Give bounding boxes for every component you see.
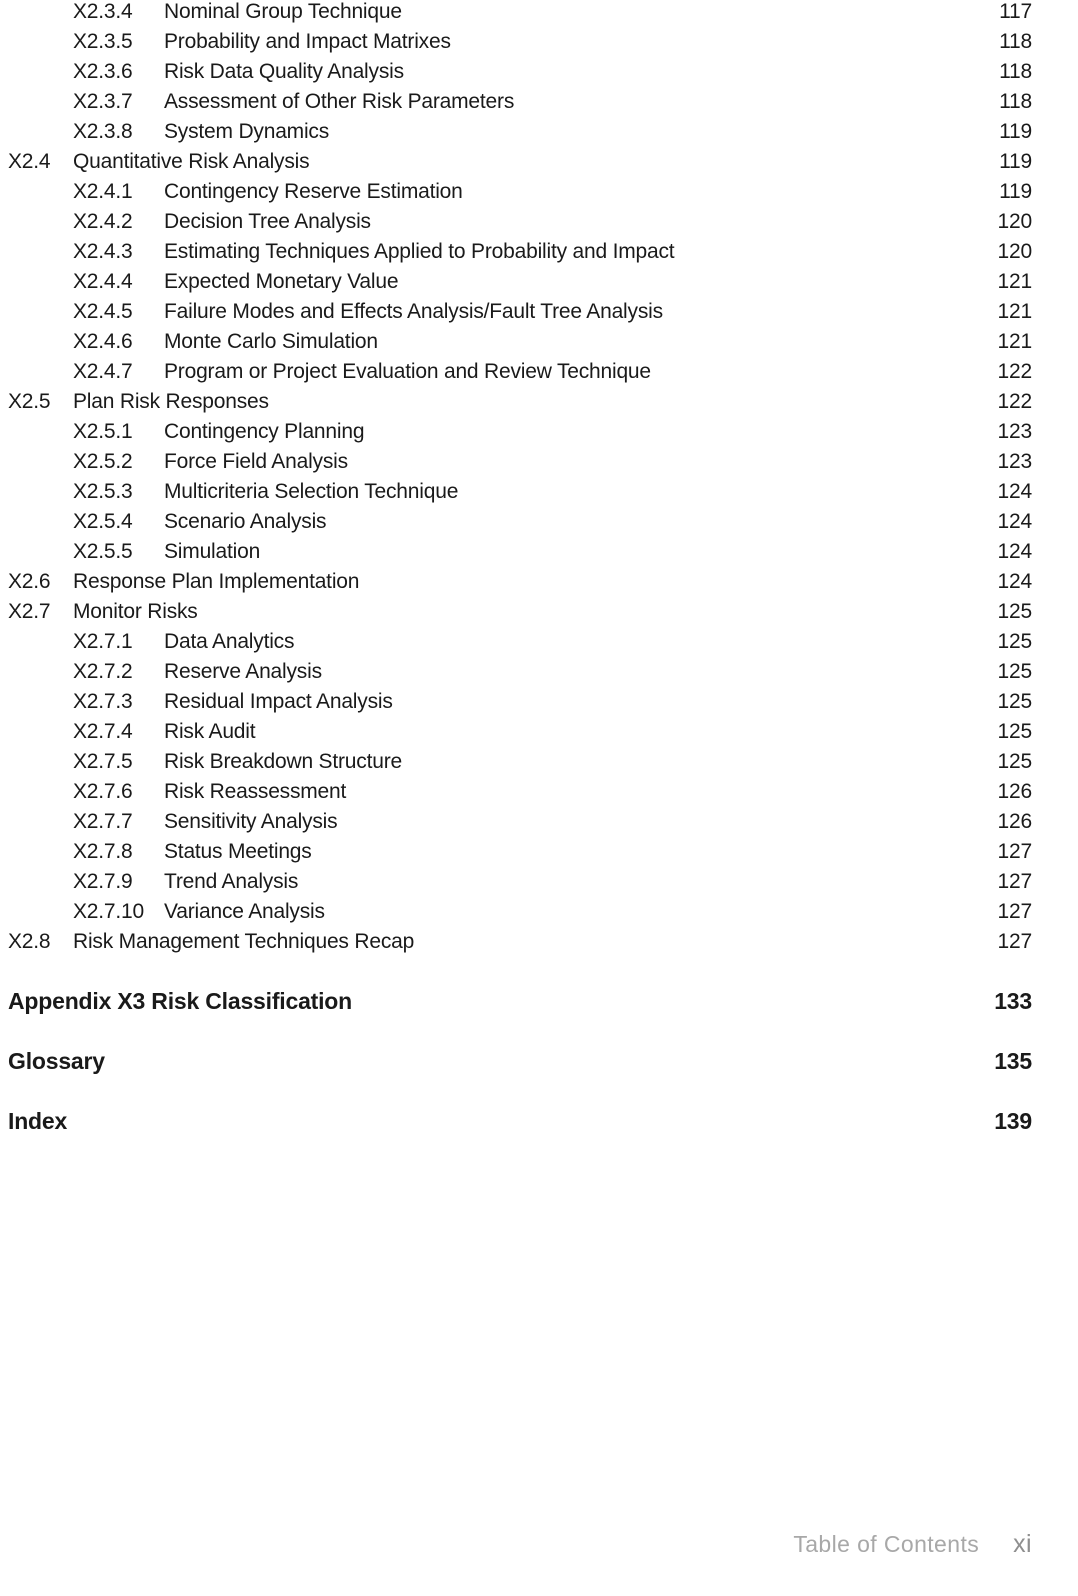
footer-section-label: Table of Contents	[793, 1531, 980, 1557]
toc-entry-number: X2.7.5	[73, 750, 133, 773]
toc-dot-leader	[354, 467, 991, 468]
toc-entry[interactable]	[0, 150, 1078, 180]
toc-entry-page-number: 125	[997, 660, 1032, 683]
toc-entry-page-number: 118	[999, 90, 1032, 113]
toc-entry-title: Decision Tree Analysis	[164, 210, 371, 233]
toc-entry-page-number: 121	[997, 300, 1032, 323]
toc-entry-page-number: 119	[999, 120, 1032, 143]
toc-dot-leader	[408, 767, 991, 768]
toc-entry[interactable]	[0, 420, 1078, 450]
toc-entry-page-number: 120	[997, 210, 1032, 233]
toc-entry-number: X2.5.2	[73, 450, 133, 473]
toc-entry-title: Variance Analysis	[164, 900, 325, 923]
toc-entry-number: X2.4.6	[73, 330, 133, 353]
toc-entry-number: X2.4.5	[73, 300, 133, 323]
toc-entry-page-number: 119	[999, 180, 1032, 203]
toc-entry-page-number: 125	[997, 600, 1032, 623]
toc-entry[interactable]	[0, 0, 1078, 30]
toc-entry[interactable]	[0, 270, 1078, 300]
toc-entry[interactable]	[0, 840, 1078, 870]
toc-entry-number: X2.3.6	[73, 60, 133, 83]
toc-entry-title: Probability and Impact Matrixes	[164, 30, 451, 53]
toc-dot-leader	[204, 617, 991, 618]
toc-entry[interactable]	[0, 90, 1078, 120]
toc-entry-page-number: 127	[997, 840, 1032, 863]
toc-entry-number: X2.5.3	[73, 480, 133, 503]
toc-entry[interactable]	[0, 660, 1078, 690]
toc-entry[interactable]	[0, 570, 1078, 600]
toc-dot-leader	[275, 407, 991, 408]
toc-entry-page-number: 122	[997, 360, 1032, 383]
toc-entry[interactable]	[0, 870, 1078, 900]
toc-dot-leader	[408, 17, 991, 18]
toc-entry-page-number: 123	[997, 450, 1032, 473]
toc-entry-page-number: 122	[997, 390, 1032, 413]
toc-entry-page-number: 125	[997, 630, 1032, 653]
toc-dot-leader	[332, 527, 991, 528]
toc-entry-page-number: 121	[997, 270, 1032, 293]
toc-entry-page-number: 127	[997, 930, 1032, 953]
toc-entry-title: Risk Audit	[164, 720, 256, 743]
toc-dot-leader	[420, 947, 991, 948]
toc-entry[interactable]	[0, 210, 1078, 240]
toc-entry-title: Force Field Analysis	[164, 450, 348, 473]
footer-page-number: xi	[1013, 1530, 1032, 1558]
toc-entry-title: Sensitivity Analysis	[164, 810, 338, 833]
toc-entry-title: Risk Data Quality Analysis	[164, 60, 404, 83]
toc-entry-title: Monte Carlo Simulation	[164, 330, 378, 353]
toc-entry[interactable]	[0, 690, 1078, 720]
toc-entry-number: X2.4.4	[73, 270, 133, 293]
toc-entry-number: X2.7	[8, 600, 51, 623]
toc-entry-number: X2.8	[8, 930, 51, 953]
toc-entry-number: X2.7.4	[73, 720, 133, 743]
toc-entry-number: X2.4.7	[73, 360, 133, 383]
toc-entry[interactable]	[0, 510, 1078, 540]
toc-entry[interactable]	[0, 480, 1078, 510]
toc-entry-number: X2.7.3	[73, 690, 133, 713]
page-footer	[0, 1530, 1032, 1559]
toc-entry-page-number: 118	[999, 30, 1032, 53]
toc-entry-number: X2.3.7	[73, 90, 133, 113]
toc-dot-leader	[384, 347, 991, 348]
toc-entry-page-number: 126	[997, 810, 1032, 833]
toc-entry-title: Response Plan Implementation	[73, 570, 360, 593]
toc-entry-number: X2.7.1	[73, 630, 133, 653]
toc-entry-number: X2.5.4	[73, 510, 133, 533]
toc-entry-page-number: 127	[997, 870, 1032, 893]
toc-entry-title: Glossary	[8, 1048, 105, 1074]
toc-entry-title: Multicriteria Selection Technique	[164, 480, 459, 503]
toc-entry-title: Risk Reassessment	[164, 780, 347, 803]
toc-entry-page-number: 119	[999, 150, 1032, 173]
toc-entry[interactable]	[0, 900, 1078, 930]
toc-dot-leader	[115, 1068, 982, 1069]
toc-entry-title: Index	[8, 1108, 68, 1134]
toc-dot-leader	[331, 917, 991, 918]
toc-dot-leader	[365, 587, 991, 588]
toc-entry[interactable]	[0, 1048, 1078, 1108]
toc-entry-number: X2.7.2	[73, 660, 133, 683]
toc-entry[interactable]	[0, 30, 1078, 60]
toc-dot-leader	[300, 647, 991, 648]
toc-entry[interactable]	[0, 330, 1078, 360]
toc-entry-title: Risk Breakdown Structure	[164, 750, 402, 773]
toc-entry-number: X2.5.1	[73, 420, 133, 443]
toc-entry-title: Quantitative Risk Analysis	[73, 150, 310, 173]
toc-entry[interactable]	[0, 120, 1078, 150]
toc-dot-leader	[343, 827, 991, 828]
toc-entry-number: X2.6	[8, 570, 51, 593]
toc-entry-page-number: 135	[994, 1048, 1032, 1074]
toc-entry-number: X2.4.1	[73, 180, 133, 203]
toc-entry[interactable]	[0, 390, 1078, 420]
toc-dot-leader	[318, 857, 991, 858]
toc-dot-leader	[362, 1008, 982, 1009]
toc-entry-page-number: 125	[997, 690, 1032, 713]
toc-dot-leader	[370, 437, 991, 438]
toc-dot-leader	[261, 737, 991, 738]
toc-entry[interactable]	[0, 720, 1078, 750]
toc-entry-title: Program or Project Evaluation and Review Technique	[164, 360, 651, 383]
toc-entry[interactable]	[0, 780, 1078, 810]
toc-dot-leader	[266, 557, 991, 558]
toc-entry-title: Estimating Techniques Applied to Probability and Impact	[164, 240, 675, 263]
toc-entry-page-number: 139	[994, 1108, 1032, 1134]
toc-entry-number: X2.7.6	[73, 780, 133, 803]
toc-entry-number: X2.7.7	[73, 810, 133, 833]
toc-dot-leader	[335, 137, 991, 138]
toc-entry-page-number: 125	[997, 750, 1032, 773]
toc-entry[interactable]	[0, 450, 1078, 480]
toc-dot-leader	[464, 497, 991, 498]
toc-entry[interactable]	[0, 1108, 1078, 1168]
toc-entry-title: Residual Impact Analysis	[164, 690, 393, 713]
toc-entry[interactable]	[0, 180, 1078, 210]
toc-dot-leader	[457, 47, 991, 48]
toc-entry-number: X2.3.8	[73, 120, 133, 143]
toc-entry-page-number: 120	[997, 240, 1032, 263]
toc-entry-page-number: 125	[997, 720, 1032, 743]
toc-entry-number: X2.4.2	[73, 210, 133, 233]
toc-entry-title: Trend Analysis	[164, 870, 299, 893]
toc-dot-leader	[315, 167, 991, 168]
toc-dot-leader	[304, 887, 991, 888]
toc-entry-title: Simulation	[164, 540, 261, 563]
section-spacer	[0, 960, 1078, 988]
toc-dot-leader	[77, 1128, 982, 1129]
toc-dot-leader	[520, 107, 991, 108]
toc-dot-leader	[669, 317, 991, 318]
toc-entry-title: Contingency Planning	[164, 420, 365, 443]
toc-entry-number: X2.7.10	[73, 900, 144, 923]
toc-dot-leader	[469, 197, 991, 198]
toc-dot-leader	[399, 707, 991, 708]
toc-entry-title: Assessment of Other Risk Parameters	[164, 90, 515, 113]
toc-entry[interactable]	[0, 630, 1078, 660]
toc-entry[interactable]	[0, 930, 1078, 960]
toc-entry[interactable]	[0, 240, 1078, 270]
toc-dot-leader	[352, 797, 991, 798]
toc-entry-title: Monitor Risks	[73, 600, 198, 623]
toc-entry-title: Appendix X3 Risk Classification	[8, 988, 353, 1014]
toc-entry-page-number: 121	[997, 330, 1032, 353]
toc-entry-page-number: 117	[999, 0, 1032, 23]
toc-entry-title: Scenario Analysis	[164, 510, 327, 533]
toc-dot-leader	[657, 377, 991, 378]
toc-entry-number: X2.7.9	[73, 870, 133, 893]
toc-dot-leader	[328, 677, 991, 678]
toc-entry-title: Contingency Reserve Estimation	[164, 180, 463, 203]
toc-dot-leader	[680, 257, 991, 258]
toc-entry-number: X2.3.4	[73, 0, 133, 23]
toc-entry-title: Expected Monetary Value	[164, 270, 399, 293]
toc-entry[interactable]	[0, 988, 1078, 1048]
toc-entry[interactable]	[0, 750, 1078, 780]
toc-entry-title: Status Meetings	[164, 840, 312, 863]
toc-dot-leader	[377, 227, 991, 228]
toc-entry-number: X2.5.5	[73, 540, 133, 563]
toc-entry-number: X2.7.8	[73, 840, 133, 863]
toc-entry-page-number: 126	[997, 780, 1032, 803]
toc-entry[interactable]	[0, 540, 1078, 570]
toc-entry-page-number: 124	[997, 540, 1032, 563]
toc-entry-page-number: 133	[994, 988, 1032, 1014]
toc-entry-page-number: 127	[997, 900, 1032, 923]
toc-entry-number: X2.4.3	[73, 240, 133, 263]
toc-entry-title: Failure Modes and Effects Analysis/Fault Tree Analysis	[164, 300, 663, 323]
toc-entry[interactable]	[0, 60, 1078, 90]
toc-entry-title: Nominal Group Technique	[164, 0, 402, 23]
toc-entry-title: Risk Management Techniques Recap	[73, 930, 415, 953]
toc-entry-title: Plan Risk Responses	[73, 390, 269, 413]
toc-entry[interactable]	[0, 600, 1078, 630]
toc-entry[interactable]	[0, 360, 1078, 390]
toc-entry[interactable]	[0, 300, 1078, 330]
toc-entry-title: System Dynamics	[164, 120, 330, 143]
toc-entry-number: X2.3.5	[73, 30, 133, 53]
toc-entry-number: X2.5	[8, 390, 51, 413]
toc-entry-page-number: 124	[997, 510, 1032, 533]
toc-entry-page-number: 118	[999, 60, 1032, 83]
toc-entry-page-number: 123	[997, 420, 1032, 443]
toc-entry-number: X2.4	[8, 150, 51, 173]
toc-entry-page-number: 124	[997, 480, 1032, 503]
toc-entry-page-number: 124	[997, 570, 1032, 593]
toc-entry-title: Data Analytics	[164, 630, 295, 653]
toc-entry-title: Reserve Analysis	[164, 660, 322, 683]
toc-dot-leader	[404, 287, 991, 288]
toc-entry[interactable]	[0, 810, 1078, 840]
toc-dot-leader	[410, 77, 991, 78]
